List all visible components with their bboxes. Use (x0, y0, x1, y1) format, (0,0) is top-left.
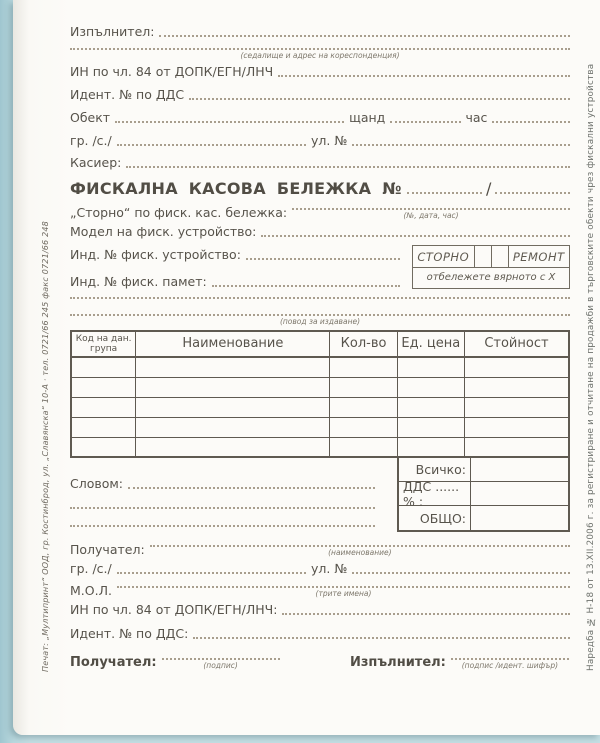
dotted-line (70, 48, 570, 50)
recipient-name-caption: (наименование) (328, 548, 392, 557)
object-label: Обект (70, 110, 111, 125)
memory-number-row (70, 274, 400, 289)
dotted-line (150, 545, 570, 547)
reason-row-1 (70, 297, 570, 301)
title-separator: / (486, 179, 492, 198)
table-row (71, 377, 569, 397)
in-label: ИН по чл. 84 от ДОПК/ЕГН/ЛНЧ: (70, 602, 278, 617)
table-cell (397, 377, 464, 397)
executor-signature-label: Изпълнител: (350, 655, 446, 670)
recipient-label: Получател: (70, 542, 145, 557)
table-cell (330, 397, 397, 417)
table-cell (136, 397, 330, 417)
dotted-line (246, 258, 400, 260)
storno-row (70, 205, 570, 220)
marker-hint: отбележете вярното с X (426, 272, 556, 283)
slovom-row (70, 476, 375, 491)
storno-line-label: „Сторно“ по фиск. кас. бележка: (70, 205, 288, 220)
cashier-row (70, 155, 570, 170)
vat-row (399, 478, 568, 509)
mol-label: М.О.Л. (70, 583, 112, 598)
in-label: ИН по чл. 84 от ДОПК/ЕГН/ЛНЧ (70, 64, 274, 79)
items-table-header-row (71, 331, 569, 357)
vat-label: Идент. № по ДДС (70, 87, 185, 102)
device-number-row (70, 247, 400, 262)
executor-signature-caption: (подпис /идент. шифър) (461, 661, 559, 670)
regulation-vertical-text: Наредба № Н-18 от 13.XII.2006 г. за регистриране и отчитане на продажби в търговските обекти чрез фискални устройства (586, 63, 596, 671)
items-table-body (71, 357, 569, 457)
total-label: Всичко: (399, 458, 471, 481)
table-cell (136, 357, 330, 377)
recipient-vat-row (70, 626, 570, 641)
hour-label: час (465, 110, 488, 125)
column-header-unit-price: Ед. цена (397, 331, 464, 357)
dotted-line (390, 121, 460, 123)
street-label: ул. № (310, 561, 348, 576)
device-number-label: Инд. № фиск. устройство: (70, 247, 241, 262)
address-caption: (седалище и адрес на кореспонденция) (240, 51, 400, 60)
signatures-row (70, 655, 570, 670)
remont-option-label: РЕМОНТ (512, 249, 565, 264)
city-label: гр. /с./ (70, 561, 112, 576)
recipient-signature-label: Получател: (70, 655, 157, 670)
recipient-row (70, 542, 570, 557)
dotted-line (407, 192, 482, 194)
dotted-line (162, 658, 280, 660)
executor-signature-group (350, 655, 570, 670)
object-row (70, 110, 570, 125)
dotted-line (70, 495, 375, 509)
executor-address-row (70, 48, 570, 60)
table-cell (330, 357, 397, 377)
dotted-line (352, 144, 570, 146)
executor-vat-row (70, 87, 570, 102)
printer-info-vertical-text: Печат: „Мултипринт“ ООД, гр. Костинброд, ул. „Славянска“ 10-А · тел. 0721/66 245 факс 0721/66 248 (41, 221, 50, 673)
column-header-value: Стойност (464, 331, 569, 357)
table-cell (71, 437, 136, 457)
device-zone (70, 241, 570, 289)
table-cell (71, 417, 136, 437)
table-cell (397, 397, 464, 417)
dotted-line (261, 235, 570, 237)
city-label: гр. /с./ (70, 133, 112, 148)
device-model-label: Модел на фиск. устройство: (70, 224, 257, 239)
dotted-line (70, 513, 375, 527)
dotted-line (159, 35, 570, 37)
table-row (71, 397, 569, 417)
table-cell (397, 437, 464, 457)
storno-remont-marker-box (412, 245, 570, 289)
storno-caption: (№, дата, час) (403, 211, 459, 220)
executor-city-row (70, 133, 570, 148)
dotted-line (451, 658, 569, 660)
dotted-line (115, 121, 344, 123)
dotted-line (189, 98, 570, 100)
dotted-line (117, 586, 570, 588)
executor-row (70, 24, 570, 39)
slovom-label: Словом: (70, 476, 124, 491)
table-row (71, 437, 569, 457)
table-row (71, 417, 569, 437)
table-cell (330, 437, 397, 457)
dotted-line (292, 208, 570, 210)
dotted-line (117, 572, 306, 574)
vat-value-cell (471, 482, 568, 505)
dotted-line (128, 487, 375, 489)
recipient-signature-caption: (подпис) (203, 661, 238, 670)
dotted-line (492, 121, 570, 123)
table-cell (330, 417, 397, 437)
grand-total-label: ОБЩО: (399, 506, 471, 530)
vat-percent-label: ДДС ...... % : (399, 482, 471, 505)
grand-total-value-cell (471, 506, 568, 530)
dotted-line (282, 613, 570, 615)
table-cell (136, 417, 330, 437)
totals-box (397, 458, 570, 532)
remont-checkbox[interactable] (492, 246, 509, 267)
table-cell (397, 417, 464, 437)
executor-in-row (70, 64, 570, 79)
dotted-line (70, 297, 570, 299)
receipt-form-paper (13, 0, 600, 735)
table-cell (464, 417, 569, 437)
dotted-line (117, 144, 306, 146)
grand-total-row (399, 506, 568, 530)
dotted-line (212, 285, 400, 287)
reason-row-2 (70, 314, 570, 326)
form-title: ФИСКАЛНА КАСОВА БЕЛЕЖКА № (70, 179, 402, 198)
table-cell (71, 377, 136, 397)
vat-label: Идент. № по ДДС: (70, 626, 189, 641)
table-cell (397, 357, 464, 377)
table-cell (464, 437, 569, 457)
column-header-name: Наименование (136, 331, 330, 357)
device-model-row (70, 224, 570, 239)
street-label: ул. № (310, 133, 348, 148)
recipient-in-row (70, 602, 570, 617)
table-cell (71, 357, 136, 377)
dotted-line (126, 166, 570, 168)
totals-zone (70, 458, 570, 532)
recipient-signature-group (70, 655, 300, 670)
dotted-line (70, 314, 570, 316)
mol-row (70, 583, 570, 598)
executor-label: Изпълнител: (70, 24, 155, 39)
dotted-line (495, 192, 570, 194)
column-header-tax-group: Код на дан. група (71, 331, 136, 357)
dotted-line (352, 572, 570, 574)
dotted-line (193, 637, 570, 639)
dotted-line (278, 75, 570, 77)
cashier-label: Касиер: (70, 155, 122, 170)
storno-option-label: СТОРНО (413, 246, 475, 267)
reason-caption: (повод за издаване) (279, 317, 361, 326)
total-value-cell (471, 458, 568, 481)
table-cell (464, 377, 569, 397)
memory-number-label: Инд. № фиск. памет: (70, 274, 207, 289)
table-cell (136, 377, 330, 397)
table-cell (464, 357, 569, 377)
stand-label: щанд (349, 110, 386, 125)
form-title-row (70, 181, 570, 196)
column-header-quantity: Кол-во (330, 331, 397, 357)
recipient-city-row (70, 561, 570, 576)
table-cell (464, 397, 569, 417)
table-row (71, 357, 569, 377)
storno-checkbox[interactable] (475, 246, 492, 267)
table-cell (330, 377, 397, 397)
mol-names-caption: (трите имена) (315, 589, 372, 598)
items-table (70, 330, 570, 458)
table-cell (136, 437, 330, 457)
table-cell (71, 397, 136, 417)
